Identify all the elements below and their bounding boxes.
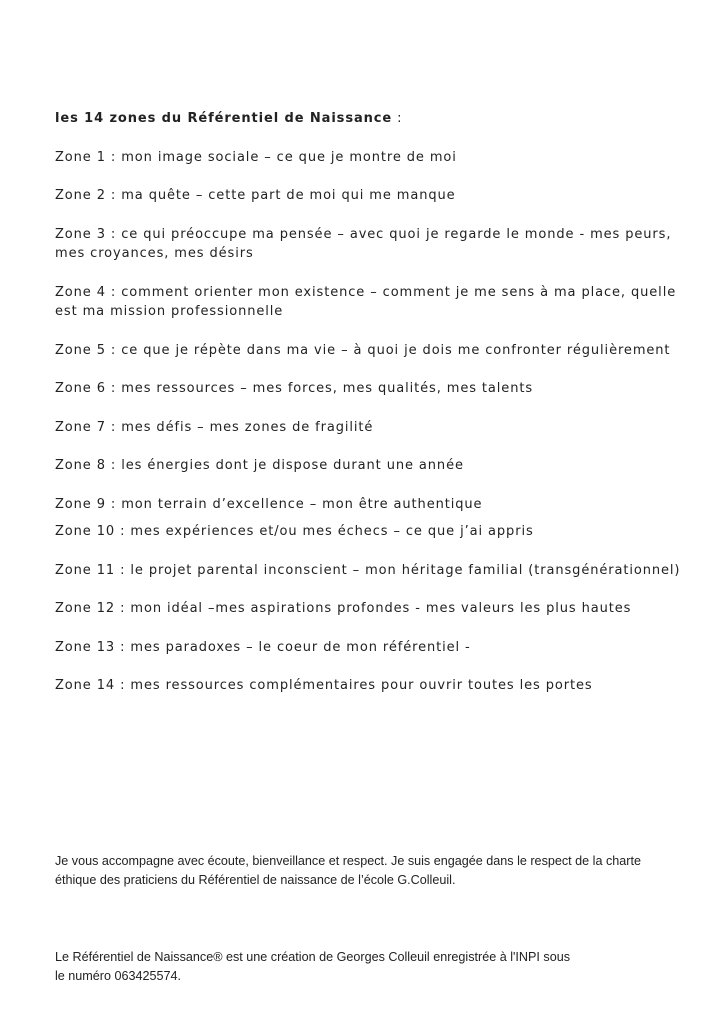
ethics-paragraph: Je vous accompagne avec écoute, bienveillance et respect. Je suis engagée dans le respect de la charte éthique des praticiens du Référentiel de naissance de l’école G.Colleuil. [55, 854, 641, 887]
zone-11: Zone 11 : le projet parental inconscient – mon héritage familial (transgénérationnel) [55, 562, 681, 578]
copyright-line-1: Le Référentiel de Naissance® est une création de Georges Colleuil enregistrée à l'INPI sous [55, 950, 571, 964]
zone-4: Zone 4 : comment orienter mon existence – comment je me sens à ma place, quelle est ma mission professionnelle [55, 284, 677, 319]
zone-3: Zone 3 : ce qui préoccupe ma pensée – avec quoi je regarde le monde - mes peurs, mes croyances, mes désirs [55, 226, 672, 261]
zone-10: Zone 10 : mes expériences et/ou mes échecs – ce que j’ai appris [55, 524, 534, 539]
heading-suffix: : [392, 111, 403, 126]
heading-title: les 14 zones du Référentiel de Naissance [55, 111, 393, 126]
zones-list [55, 109, 695, 715]
zone-2: Zone 2 : ma quête – cette part de moi qui me manque [55, 188, 456, 203]
zone-5: Zone 5 : ce que je répète dans ma vie – à quoi je dois me confronter régulièrement [55, 342, 671, 358]
copyright-paragraph [55, 948, 675, 986]
zone-9: Zone 9 : mon terrain d’excellence – mon être authentique [55, 496, 483, 512]
zone-13: Zone 13 : mes paradoxes – le coeur de mon référentiel - [55, 639, 471, 655]
zones-heading [55, 109, 695, 129]
zone-8: Zone 8 : les énergies dont je dispose durant une année [55, 458, 464, 473]
copyright-line-2: le numéro 063425574. [55, 969, 182, 983]
zone-14: Zone 14 : mes ressources complémentaires pour ouvrir toutes les portes [55, 678, 593, 693]
zone-1: Zone 1 : mon image sociale – ce que je montre de moi [55, 149, 457, 165]
zone-7: Zone 7 : mes défis – mes zones de fragilité [55, 419, 374, 435]
zone-12: Zone 12 : mon idéal –mes aspirations profondes - mes valeurs les plus hautes [55, 601, 632, 616]
zone-6: Zone 6 : mes ressources – mes forces, mes qualités, mes talents [55, 381, 534, 396]
